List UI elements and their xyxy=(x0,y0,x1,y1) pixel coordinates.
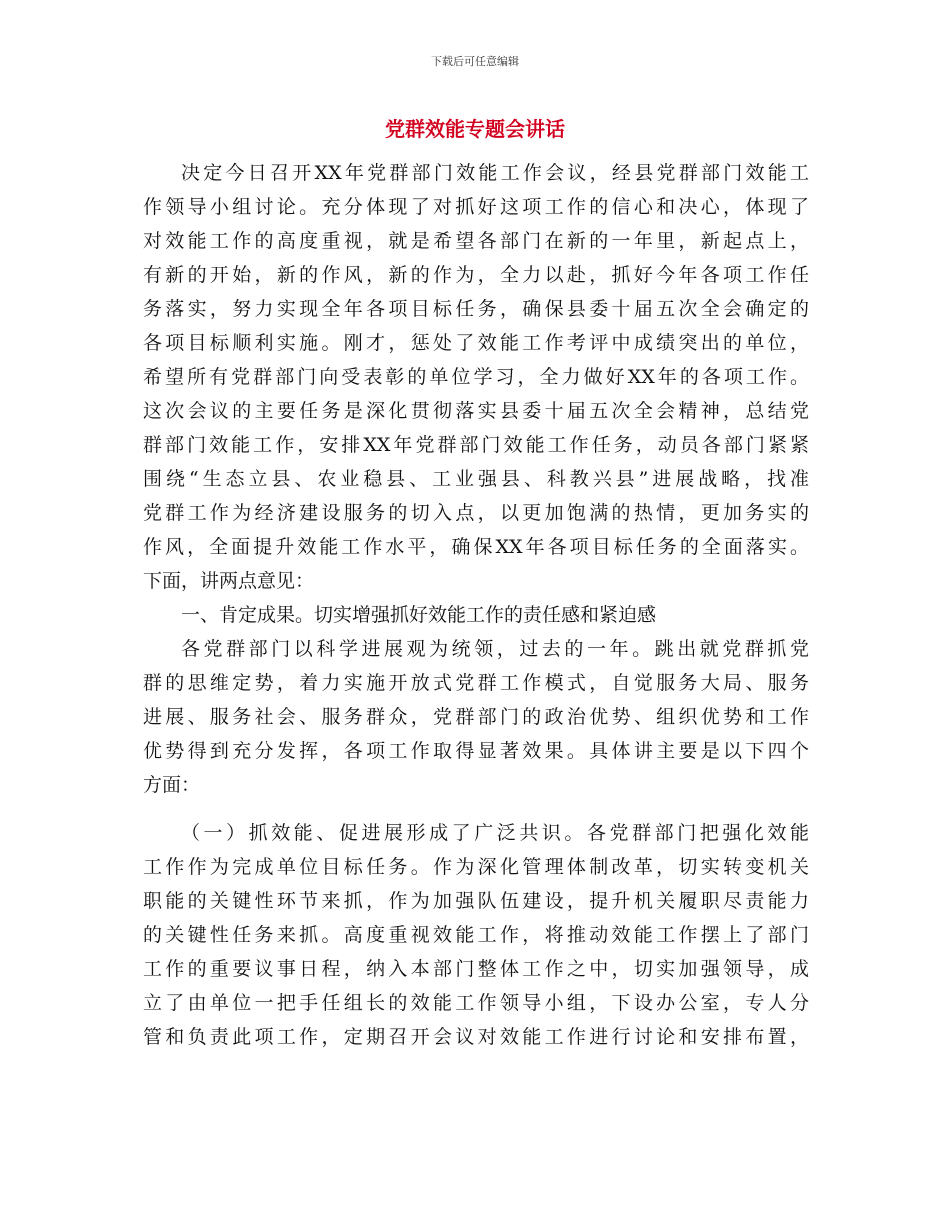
text-line: 务落实，努力实现全年各项目标任务，确保县委十届五次全会确定的 xyxy=(143,298,809,320)
text-line: 群部门效能工作，安排XX年党群部门效能工作任务，动员各部门紧紧 xyxy=(143,434,809,456)
text-line: 各党群部门以科学进展观为统领，过去的一年。跳出就党群抓党 xyxy=(181,638,809,660)
document-body xyxy=(143,156,809,1054)
text-line: 方面： xyxy=(143,774,201,796)
document-title: 党群效能专题会讲话 xyxy=(385,117,565,141)
text-line: 对效能工作的高度重视，就是希望各部门在新的一年里，新起点上， xyxy=(143,230,809,252)
text-line: 党群工作为经济建设服务的切入点，以更加饱满的热情，更加务实的 xyxy=(143,502,809,524)
text-line: 围绕“生态立县、农业稳县、工业强县、科教兴县”进展战略，找准 xyxy=(143,468,809,490)
text-line: 各项目标顺利实施。刚才，惩处了效能工作考评中成绩突出的单位， xyxy=(143,332,809,354)
text-line: 管和负责此项工作，定期召开会议对效能工作进行讨论和安排布置， xyxy=(143,1026,809,1048)
section-heading xyxy=(143,598,809,632)
paragraph-subsection-one xyxy=(143,816,809,1054)
text-line: 工作的重要议事日程，纳入本部门整体工作之中，切实加强领导，成 xyxy=(143,958,809,980)
text-line: 进展、服务社会、服务群众，党群部门的政治优势、组织优势和工作 xyxy=(143,706,809,728)
text-line: 优势得到充分发挥，各项工作取得显著效果。具体讲主要是以下四个 xyxy=(143,740,809,762)
heading-line: 一、肯定成果。切实增强抓好效能工作的责任感和紧迫感 xyxy=(181,604,657,626)
text-line: 希望所有党群部门向受表彰的单位学习，全力做好XX年的各项工作。 xyxy=(143,366,809,388)
text-line: （一）抓效能、促进展形成了广泛共识。各党群部门把强化效能 xyxy=(181,822,809,844)
text-line: 的关键性任务来抓。高度重视效能工作，将推动效能工作摆上了部门 xyxy=(143,924,809,946)
text-line: 作风，全面提升效能工作水平，确保XX年各项目标任务的全面落实。 xyxy=(143,536,809,558)
paragraph-intro xyxy=(143,156,809,598)
paragraph-achievements xyxy=(143,632,809,802)
text-line: 作领导小组讨论。充分体现了对抓好这项工作的信心和决心，体现了 xyxy=(143,196,809,218)
text-line: 下面，讲两点意见： xyxy=(143,570,315,592)
text-line: 有新的开始，新的作风，新的作为，全力以赴，抓好今年各项工作任 xyxy=(143,264,809,286)
text-line: 决定今日召开XX年党群部门效能工作会议，经县党群部门效能工 xyxy=(181,162,809,184)
text-line: 立了由单位一把手任组长的效能工作领导小组，下设办公室，专人分 xyxy=(143,992,809,1014)
paragraph-spacer xyxy=(143,802,809,816)
text-line: 这次会议的主要任务是深化贯彻落实县委十届五次全会精神，总结党 xyxy=(143,400,809,422)
text-line: 群的思维定势，着力实施开放式党群工作模式，自觉服务大局、服务 xyxy=(143,672,809,694)
text-line: 工作作为完成单位目标任务。作为深化管理体制改革，切实转变机关 xyxy=(143,856,809,878)
text-line: 职能的关键性环节来抓，作为加强队伍建设，提升机关履职尽责能力 xyxy=(143,890,809,912)
header-note: 下载后可任意编辑 xyxy=(431,55,519,68)
